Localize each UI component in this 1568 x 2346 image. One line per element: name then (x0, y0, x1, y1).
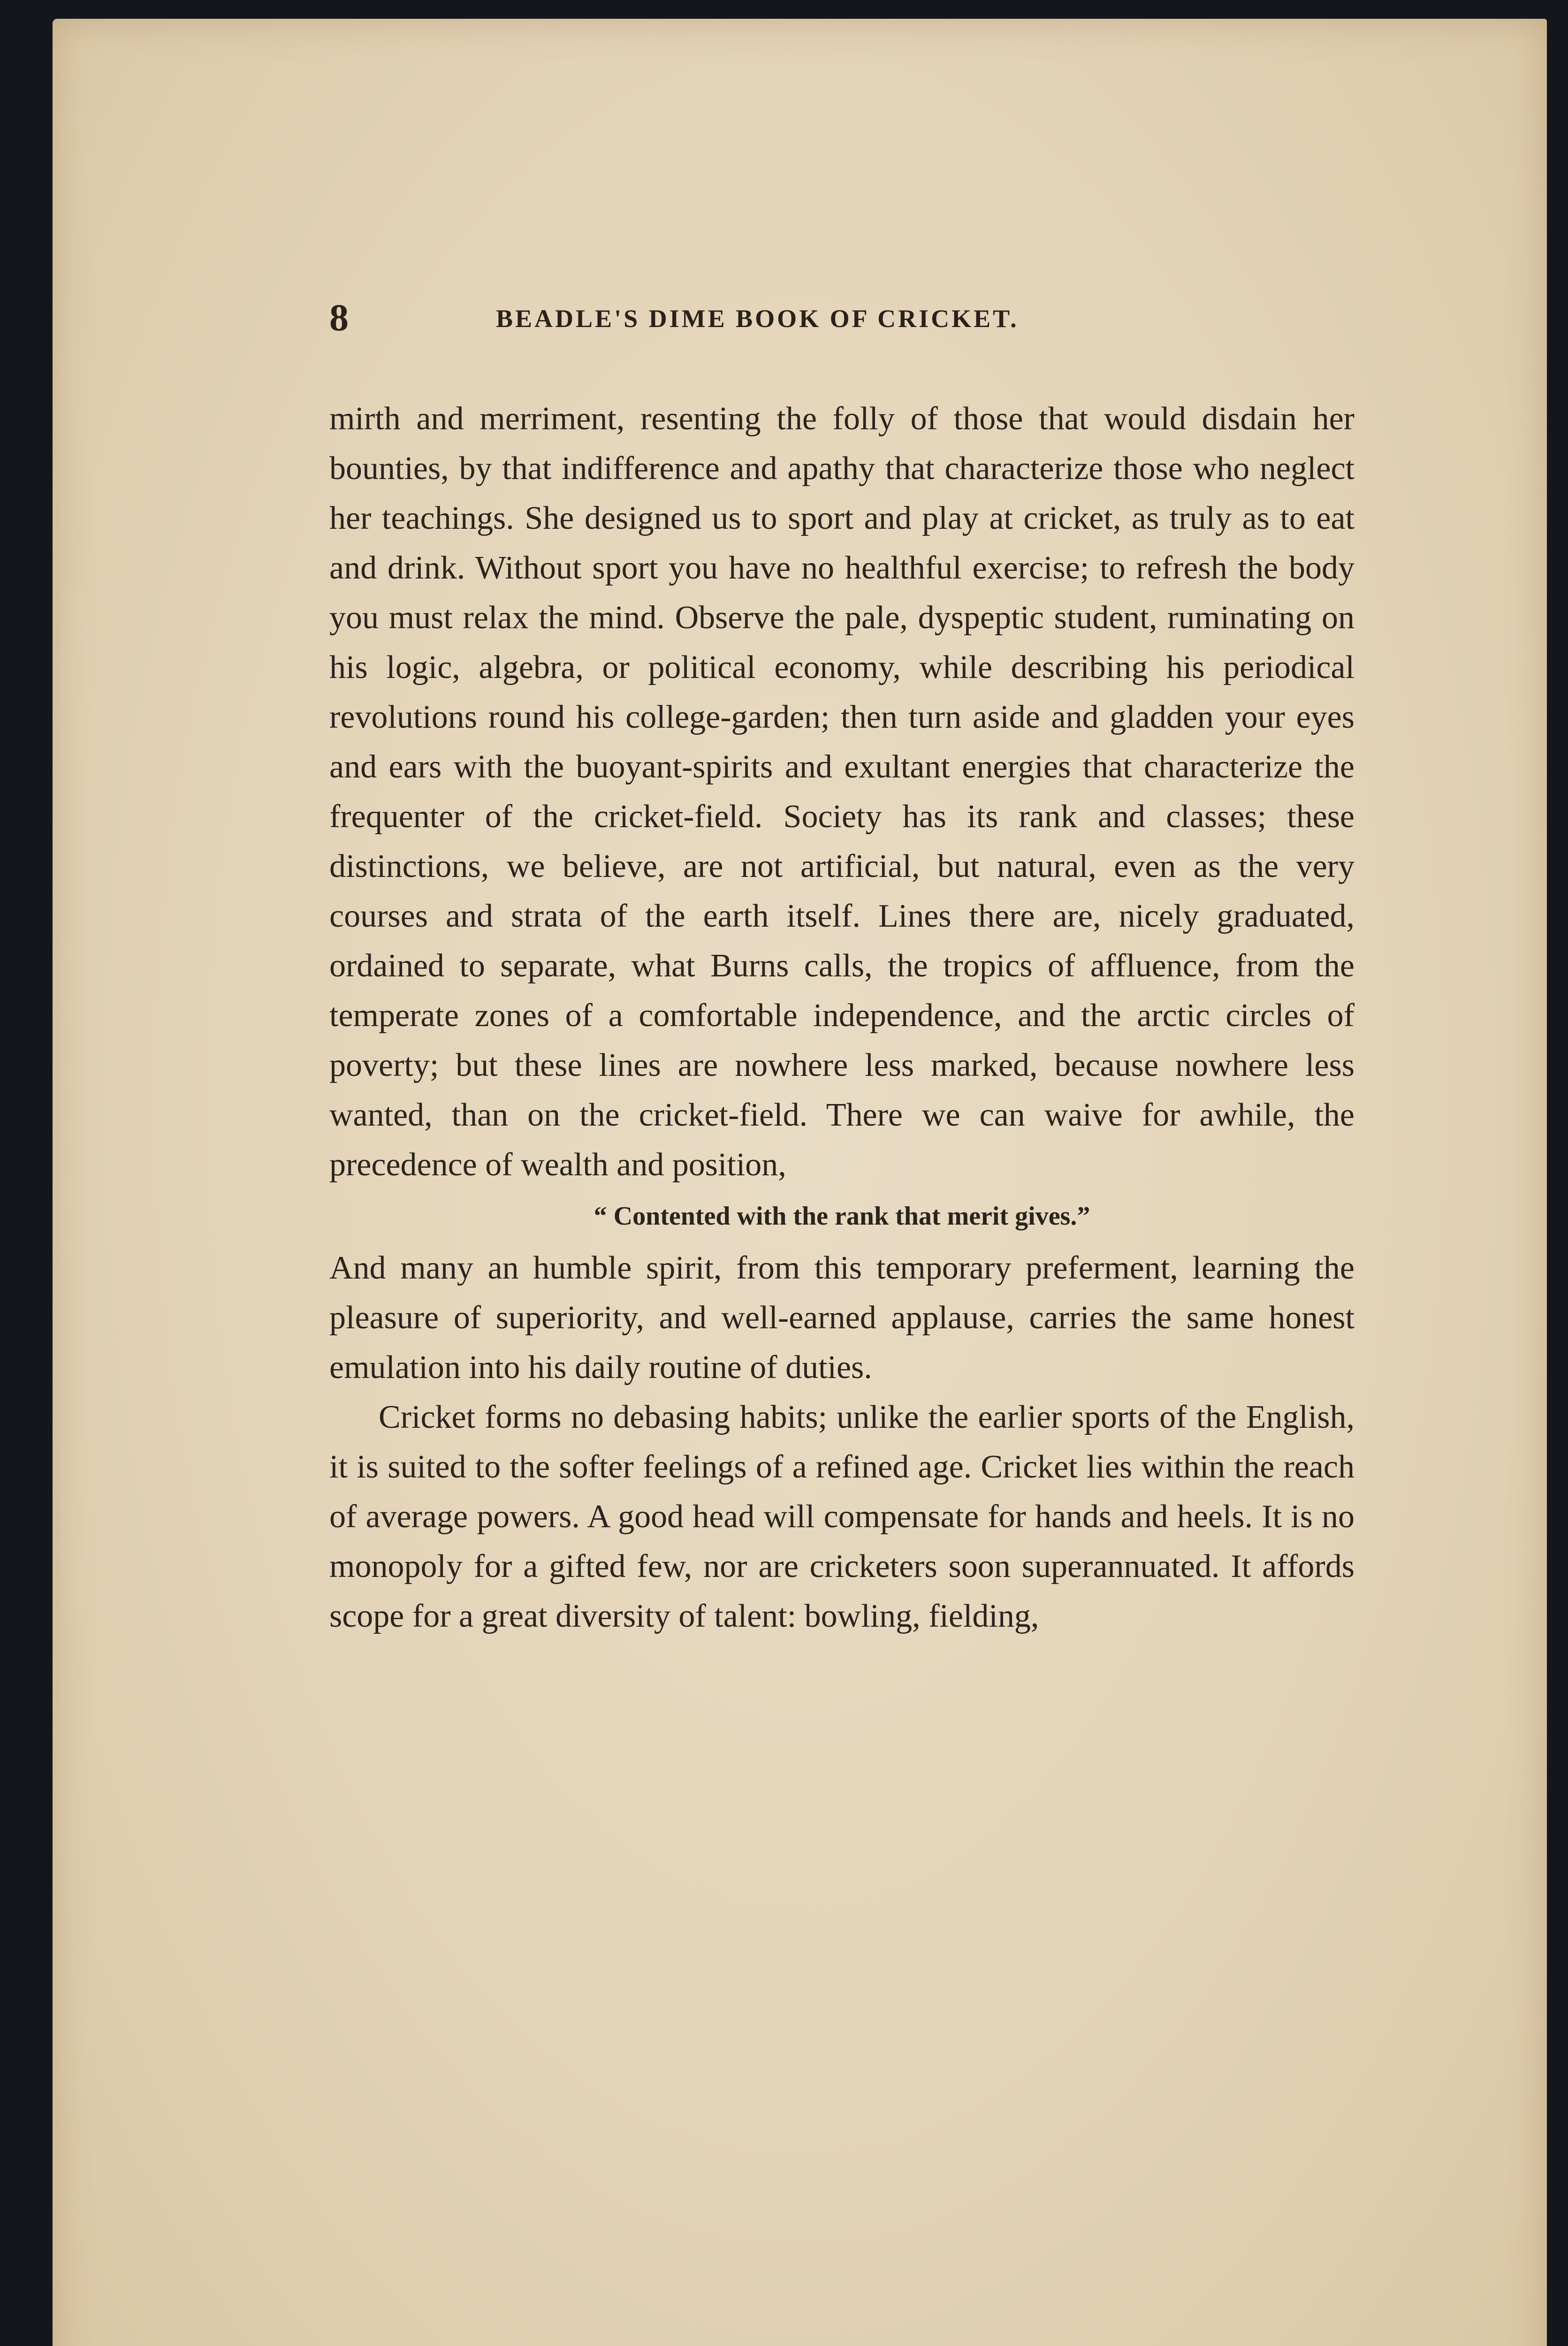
book-title: BEADLE'S DIME BOOK OF CRICKET. (496, 305, 1019, 333)
running-head (329, 296, 1291, 343)
page-number: 8 (329, 296, 349, 339)
paragraph-2: And many an humble spirit, from this temporary preferment, learning the pleasure of superiority, and well-earned applause, carries the same honest emulation into his daily routine of duties. (329, 1250, 1355, 1386)
quotation: “ Contented with the rank that merit gives.” (594, 1202, 1090, 1231)
paragraph-1: mirth and merriment, resenting the folly of those that would disdain her bounties, by that indifference and apathy that characterize those who neglect her teachings. She designed us to sport and play at cricket, as truly as to eat and drink. Without sport you have no healthful exercise; to refresh the body you must relax the mind. Observe the pale, dyspeptic student, ruminating on his logic, algebra, or political economy, while describing his periodical revolutions round his college-garden; then turn aside and gladden your eyes and ears with the buoyant-spirits and exultant energies that characterize the frequenter of the cricket-field. Society has its rank and classes; these distinctions, we believe, are not artificial, but natural, even as the very courses and strata of the earth itself. Lines there are, nicely graduated, ordained to separate, what Burns calls, the tropics of affluence, from the temperate zones of a comfortable independence, and the arctic circles of poverty; but these lines are nowhere less marked, because nowhere less wanted, than on the cricket-field. There we can waive for awhile, the precedence of wealth and position, (329, 401, 1355, 1183)
book-page (53, 19, 1547, 2346)
body-text (329, 394, 1355, 1641)
paragraph-3: Cricket forms no debasing habits; unlike the earlier sports of the English, it is suited to the softer feelings of a refined age. Cricket lies within the reach of average powers. A good head will compensate for hands and heels. It is no monopoly for a gifted few, nor are cricketers soon superannuated. It affords scope for a great diversity of talent: bowling, fielding, (329, 1399, 1355, 1634)
